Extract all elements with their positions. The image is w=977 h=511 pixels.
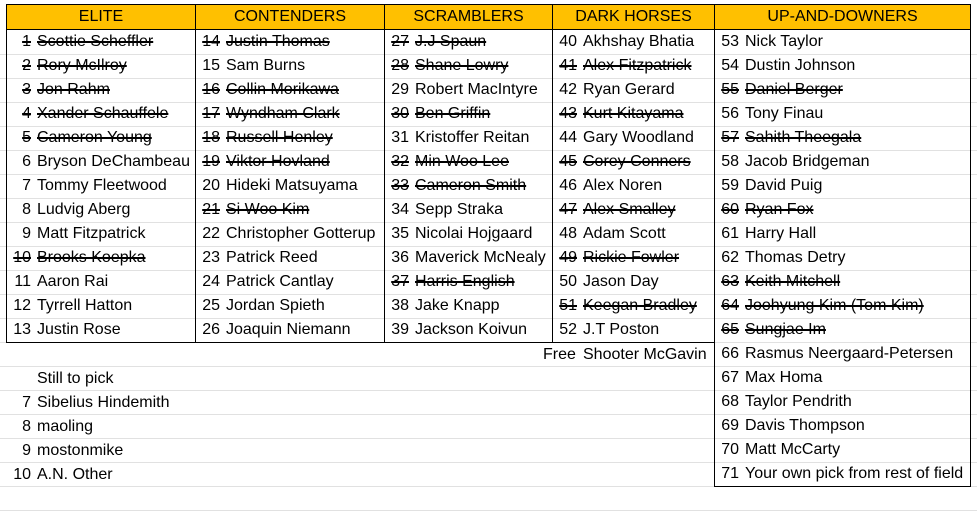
player-number: 11 (14, 273, 31, 290)
player-name: Patrick Reed (226, 249, 318, 266)
player-name: Jacob Bridgeman (745, 153, 870, 170)
player-name: Bryson DeChambeau (37, 153, 190, 170)
player-name: Wyndham Clark (226, 105, 340, 122)
player-name: Nick Taylor (745, 33, 823, 50)
player-name: Sam Burns (226, 57, 306, 74)
player-cell[interactable] (714, 102, 823, 126)
player-number: 63 (721, 273, 739, 290)
player-number: 52 (559, 321, 577, 338)
player-number: 18 (202, 129, 220, 146)
player-number: 62 (721, 249, 739, 266)
player-number: 61 (721, 225, 739, 242)
player-cell[interactable] (6, 126, 152, 150)
player-cell[interactable] (6, 174, 167, 198)
player-cell[interactable] (552, 54, 691, 78)
player-number: 14 (202, 33, 220, 50)
player-number: 54 (721, 57, 739, 74)
player-name: Nicolai Hojgaard (415, 225, 533, 242)
player-number: 45 (559, 153, 577, 170)
player-cell[interactable] (552, 318, 659, 342)
picker-name: A.N. Other (37, 466, 113, 483)
still-to-pick-title: Still to pick (37, 370, 114, 387)
player-name: Matt Fitzpatrick (37, 225, 146, 242)
player-number: 71 (721, 465, 739, 482)
player-name: Sungjae Im (745, 321, 826, 338)
player-number: 6 (22, 153, 31, 170)
header-scramblers[interactable]: SCRAMBLERS (384, 4, 553, 30)
player-cell[interactable] (384, 318, 527, 342)
player-number: 9 (22, 225, 31, 242)
player-cell[interactable] (6, 198, 130, 222)
player-name: Tommy Fleetwood (37, 177, 167, 194)
header-elite[interactable]: ELITE (6, 4, 196, 30)
player-number: 50 (559, 273, 577, 290)
player-cell[interactable] (195, 150, 330, 174)
player-name: David Puig (745, 177, 823, 194)
player-cell[interactable] (195, 318, 351, 342)
player-name: Jake Knapp (415, 297, 500, 314)
player-number: 21 (202, 201, 220, 218)
player-cell[interactable] (384, 54, 508, 78)
player-cell[interactable] (384, 198, 503, 222)
player-number: 48 (559, 225, 577, 242)
player-number: 66 (721, 345, 739, 362)
player-number: 69 (721, 417, 739, 434)
player-number: 26 (202, 321, 220, 338)
pick-number: 8 (22, 418, 31, 435)
player-cell[interactable] (552, 126, 694, 150)
player-cell[interactable] (552, 102, 683, 126)
player-cell[interactable] (6, 222, 145, 246)
player-cell[interactable] (714, 294, 924, 318)
player-cell[interactable] (552, 174, 662, 198)
player-number: 70 (721, 441, 739, 458)
player-name: Corey Conners (583, 153, 691, 170)
header-dark-horses[interactable]: DARK HORSES (552, 4, 715, 30)
player-cell[interactable] (384, 150, 509, 174)
player-cell[interactable] (714, 78, 843, 102)
player-name: Rickie Fowler (583, 249, 680, 266)
player-name: Shane Lowry (415, 57, 509, 74)
player-name: Jordan Spieth (226, 297, 325, 314)
player-number: 5 (22, 129, 31, 146)
player-name: Akhshay Bhatia (583, 33, 695, 50)
player-cell[interactable] (714, 414, 865, 438)
player-name: Ben Griffin (415, 105, 491, 122)
player-name: Keith Mitchell (745, 273, 841, 290)
player-cell[interactable] (195, 102, 340, 126)
player-number: 37 (391, 273, 409, 290)
player-cell[interactable] (195, 294, 325, 318)
player-number: 34 (391, 201, 409, 218)
player-name: Russell Henley (226, 129, 333, 146)
player-number: 25 (202, 297, 220, 314)
player-cell[interactable] (195, 78, 339, 102)
player-number: 43 (559, 105, 577, 122)
picker-name: mostonmike (37, 442, 124, 459)
player-name: Rory McIlroy (37, 57, 127, 74)
header-up-and-downers[interactable]: UP-AND-DOWNERS (714, 4, 971, 30)
player-name: Jon Rahm (37, 81, 110, 98)
player-number: 59 (721, 177, 739, 194)
player-cell[interactable] (714, 342, 953, 366)
player-name: Collin Morikawa (226, 81, 339, 98)
player-number: 38 (391, 297, 409, 314)
player-number: 4 (22, 105, 31, 122)
player-cell[interactable] (384, 102, 490, 126)
player-name: Gary Woodland (583, 129, 694, 146)
player-name: Matt McCarty (745, 441, 841, 458)
player-number: 1 (22, 33, 31, 50)
player-name: Joaquin Niemann (226, 321, 351, 338)
player-number: 30 (391, 105, 409, 122)
player-number: 17 (202, 105, 220, 122)
player-cell[interactable] (6, 270, 108, 294)
player-number: 46 (559, 177, 577, 194)
player-cell[interactable] (195, 30, 330, 54)
player-cell[interactable] (195, 126, 333, 150)
player-name: Robert MacIntyre (415, 81, 538, 98)
player-cell[interactable] (552, 246, 679, 270)
player-cell[interactable] (6, 294, 132, 318)
pick-number: 7 (22, 394, 31, 411)
player-name: Viktor Hovland (226, 153, 330, 170)
player-cell[interactable] (195, 222, 375, 246)
player-cell[interactable] (384, 270, 515, 294)
player-name: Xander Schauffele (37, 105, 169, 122)
player-cell[interactable] (384, 78, 538, 102)
player-number: 35 (391, 225, 409, 242)
player-number: 41 (559, 57, 577, 74)
player-name: Ryan Fox (745, 201, 814, 218)
player-cell[interactable] (714, 30, 823, 54)
player-cell[interactable] (552, 78, 675, 102)
player-cell[interactable] (384, 30, 486, 54)
player-cell[interactable] (714, 438, 840, 462)
player-cell[interactable] (195, 174, 358, 198)
player-name: Max Homa (745, 369, 823, 386)
still-to-pick-item[interactable] (6, 391, 170, 415)
pick-number: 10 (13, 466, 31, 483)
player-number: 64 (721, 297, 739, 314)
player-name: Rasmus Neergaard-Petersen (745, 345, 954, 362)
player-number: 36 (391, 249, 409, 266)
player-name: Si Woo Kim (226, 201, 310, 218)
player-number: 24 (202, 273, 220, 290)
player-cell[interactable] (384, 294, 500, 318)
player-name: Jackson Koivun (415, 321, 528, 338)
player-number: 58 (721, 153, 739, 170)
player-number: 31 (391, 129, 409, 146)
player-name: Min Woo Lee (415, 153, 509, 170)
player-name: Hideki Matsuyama (226, 177, 358, 194)
pick-number: 9 (22, 442, 31, 459)
player-cell[interactable] (714, 390, 852, 414)
player-name: Davis Thompson (745, 417, 865, 434)
player-number: 49 (559, 249, 577, 266)
player-name: Patrick Cantlay (226, 273, 334, 290)
player-number: 65 (721, 321, 739, 338)
player-number: 51 (559, 297, 577, 314)
player-cell[interactable] (384, 126, 529, 150)
player-number: 55 (721, 81, 739, 98)
player-name: Tyrrell Hatton (37, 297, 133, 314)
player-cell[interactable] (552, 150, 691, 174)
header-contenders[interactable]: CONTENDERS (195, 4, 385, 30)
player-cell[interactable] (714, 366, 822, 390)
player-name: Joohyung Kim (Tom Kim) (745, 297, 924, 314)
still-to-pick-item[interactable] (6, 415, 93, 439)
player-cell[interactable] (714, 270, 840, 294)
player-name: J.J Spaun (415, 33, 487, 50)
player-cell[interactable] (714, 222, 816, 246)
player-cell[interactable] (384, 222, 532, 246)
player-cell[interactable] (714, 462, 963, 486)
player-number: 15 (202, 57, 220, 74)
player-name: Ludvig Aberg (37, 201, 131, 218)
player-cell[interactable] (384, 246, 546, 270)
player-name: Cameron Smith (415, 177, 527, 194)
player-cell[interactable] (195, 246, 318, 270)
player-name: Maverick McNealy (415, 249, 546, 266)
player-name: J.T Poston (583, 321, 660, 338)
player-number: 12 (13, 297, 31, 314)
still-to-pick-item[interactable] (6, 439, 123, 463)
player-name: Sepp Straka (415, 201, 504, 218)
player-name: Ryan Gerard (583, 81, 675, 98)
player-name: Scottie Scheffler (37, 33, 154, 50)
player-number: 44 (559, 129, 577, 146)
player-name: Justin Rose (37, 321, 121, 338)
still-to-pick-item[interactable] (6, 463, 113, 487)
picker-name: Sibelius Hindemith (37, 394, 170, 411)
player-name: Keegan Bradley (583, 297, 697, 314)
player-name: Harry Hall (745, 225, 817, 242)
player-cell[interactable] (552, 222, 666, 246)
player-cell[interactable] (384, 174, 526, 198)
player-number: 60 (721, 201, 739, 218)
player-number: 27 (391, 33, 409, 50)
player-cell[interactable] (6, 54, 127, 78)
player-cell[interactable] (714, 318, 826, 342)
player-number: 67 (721, 369, 739, 386)
player-cell[interactable] (552, 30, 694, 54)
player-cell[interactable] (714, 198, 813, 222)
player-cell[interactable] (6, 102, 168, 126)
player-cell[interactable] (195, 54, 305, 78)
player-name: Aaron Rai (37, 273, 109, 290)
player-number: 57 (721, 129, 739, 146)
player-number: 53 (721, 33, 739, 50)
player-name: Daniel Berger (745, 81, 843, 98)
player-cell[interactable] (714, 174, 822, 198)
player-cell[interactable] (6, 150, 190, 174)
player-number: 28 (391, 57, 409, 74)
player-name: Thomas Detry (745, 249, 846, 266)
player-number: 16 (202, 81, 220, 98)
player-name: Sahith Theegala (745, 129, 862, 146)
player-cell[interactable] (6, 318, 121, 342)
player-number: 23 (202, 249, 220, 266)
player-number: 47 (559, 201, 577, 218)
player-number: 3 (22, 81, 31, 98)
player-cell[interactable] (714, 150, 870, 174)
free-pick-name[interactable]: Shooter McGavin (583, 346, 707, 363)
player-name: Adam Scott (583, 225, 666, 242)
player-name: Tony Finau (745, 105, 824, 122)
player-number: 68 (721, 393, 739, 410)
player-name: Kristoffer Reitan (415, 129, 530, 146)
player-name: Dustin Johnson (745, 57, 856, 74)
player-name: Brooks Koepka (37, 249, 146, 266)
player-number: 42 (559, 81, 577, 98)
player-number: 8 (22, 201, 31, 218)
player-name: Cameron Young (37, 129, 152, 146)
player-number: 19 (202, 153, 220, 170)
player-number: 10 (13, 249, 31, 266)
player-cell[interactable] (552, 198, 675, 222)
player-number: 56 (721, 105, 739, 122)
player-name: Christopher Gotterup (226, 225, 376, 242)
player-cell[interactable] (714, 126, 861, 150)
player-number: 32 (391, 153, 409, 170)
player-name: Your own pick from rest of field (745, 465, 964, 482)
player-cell[interactable] (6, 246, 146, 270)
player-name: Harris English (415, 273, 515, 290)
free-pick-label: Free (543, 346, 576, 363)
player-cell[interactable] (714, 54, 855, 78)
player-name: Alex Smalley (583, 201, 676, 218)
player-name: Alex Noren (583, 177, 663, 194)
player-cell[interactable] (195, 198, 309, 222)
player-number: 7 (22, 177, 31, 194)
picker-name: maoling (37, 418, 94, 435)
player-cell[interactable] (6, 78, 110, 102)
player-number: 33 (391, 177, 409, 194)
player-cell[interactable] (552, 294, 697, 318)
player-cell[interactable] (195, 270, 334, 294)
player-cell[interactable] (714, 246, 845, 270)
player-number: 20 (202, 177, 220, 194)
player-name: Jason Day (583, 273, 659, 290)
player-name: Taylor Pendrith (745, 393, 852, 410)
player-number: 22 (202, 225, 220, 242)
player-name: Justin Thomas (226, 33, 330, 50)
player-cell[interactable] (6, 30, 153, 54)
player-number: 39 (391, 321, 409, 338)
player-name: Kurt Kitayama (583, 105, 684, 122)
player-name: Alex Fitzpatrick (583, 57, 692, 74)
player-number: 29 (391, 81, 409, 98)
player-number: 40 (559, 33, 577, 50)
player-number: 13 (13, 321, 31, 338)
player-number: 2 (22, 57, 31, 74)
player-cell[interactable] (552, 270, 659, 294)
